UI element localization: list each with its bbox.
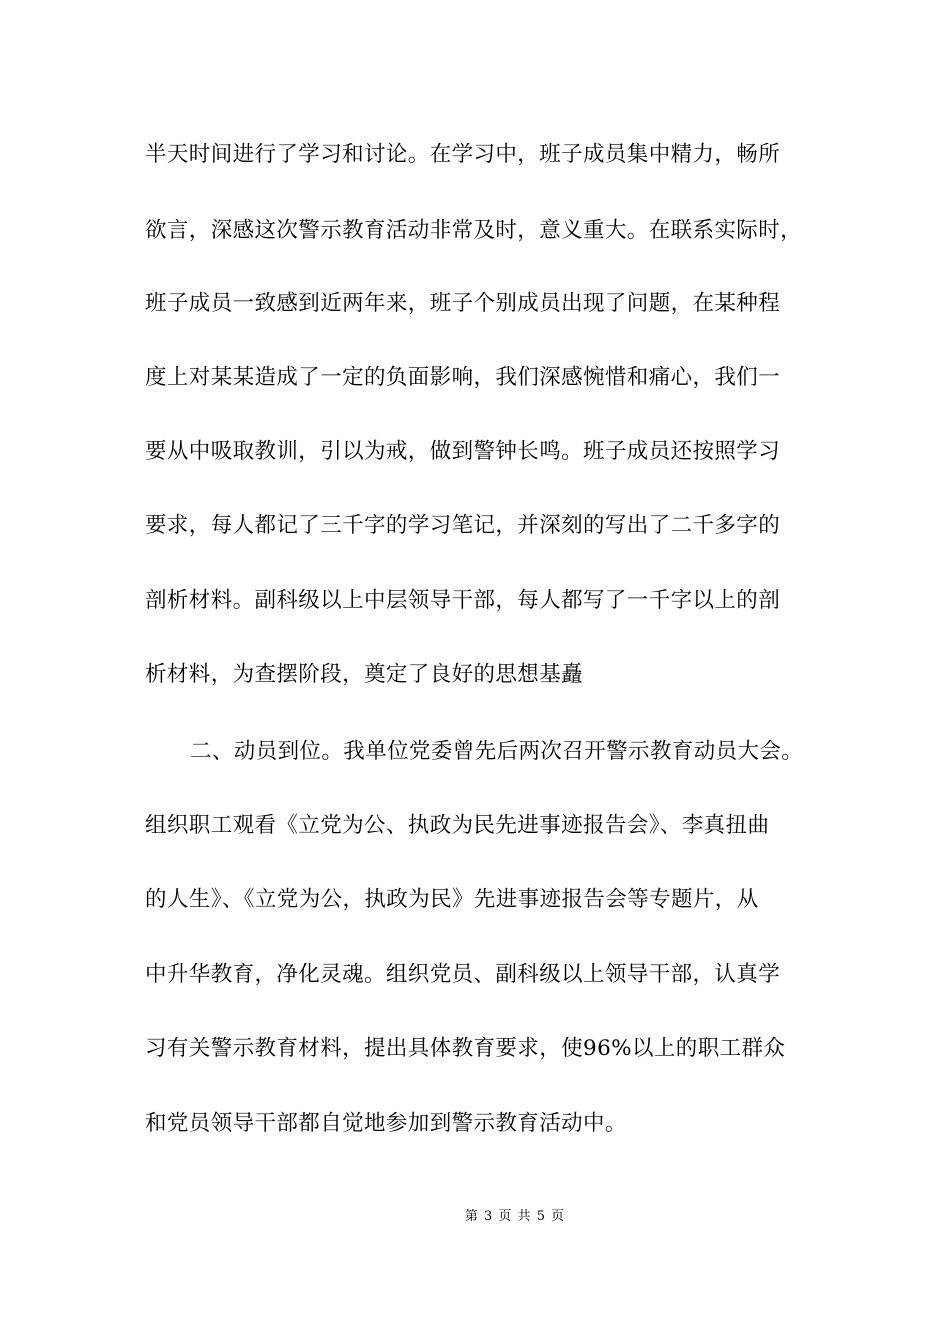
body-text-line: 的人生》、《立党为公，执政为民》先进事迹报告会等专题片，从 (145, 887, 759, 912)
body-text-line: 欲言，深感这次警示教育活动非常及时，意义重大。在联系实际时， (145, 218, 803, 243)
body-text-line: 半天时间进行了学习和讨论。在学习中，班子成员集中精力，畅所 (145, 142, 781, 167)
body-text-line: 和党员领导干部都自觉地参加到警示教育活动中。 (145, 1111, 627, 1136)
paragraph-heading-line: 二、动员到位。我单位党委曾先后两次召开警示教育动员大会。 (190, 739, 804, 764)
body-text-line: 要求，每人都记了三千字的学习笔记，并深刻的写出了二千多字的 (145, 513, 781, 538)
body-text-line: 析材料，为查摆阶段，奠定了良好的思想基矗 (145, 662, 584, 687)
page-number-footer: 第 3 页 共 5 页 (464, 1209, 566, 1224)
body-text-line: 习有关警示教育材料，提出具体教育要求，使96%以上的职工群众 (145, 1036, 786, 1061)
body-text-line: 班子成员一致感到近两年来，班子个别成员出现了问题，在某种程 (145, 291, 781, 316)
body-text-line: 中升华教育，净化灵魂。组织党员、副科级以上领导干部，认真学 (145, 962, 781, 987)
body-text-line: 组织职工观看《立党为公、执政为民先进事迹报告会》、李真扭曲 (145, 813, 770, 838)
body-text-line: 剖析材料。副科级以上中层领导干部，每人都写了一千字以上的剖 (145, 588, 781, 613)
body-text-line: 要从中吸取教训，引以为戒，做到警钟长鸣。班子成员还按照学习 (145, 439, 781, 464)
body-text-line: 度上对某某造成了一定的负面影响，我们深感惋惜和痛心，我们一 (145, 365, 781, 390)
